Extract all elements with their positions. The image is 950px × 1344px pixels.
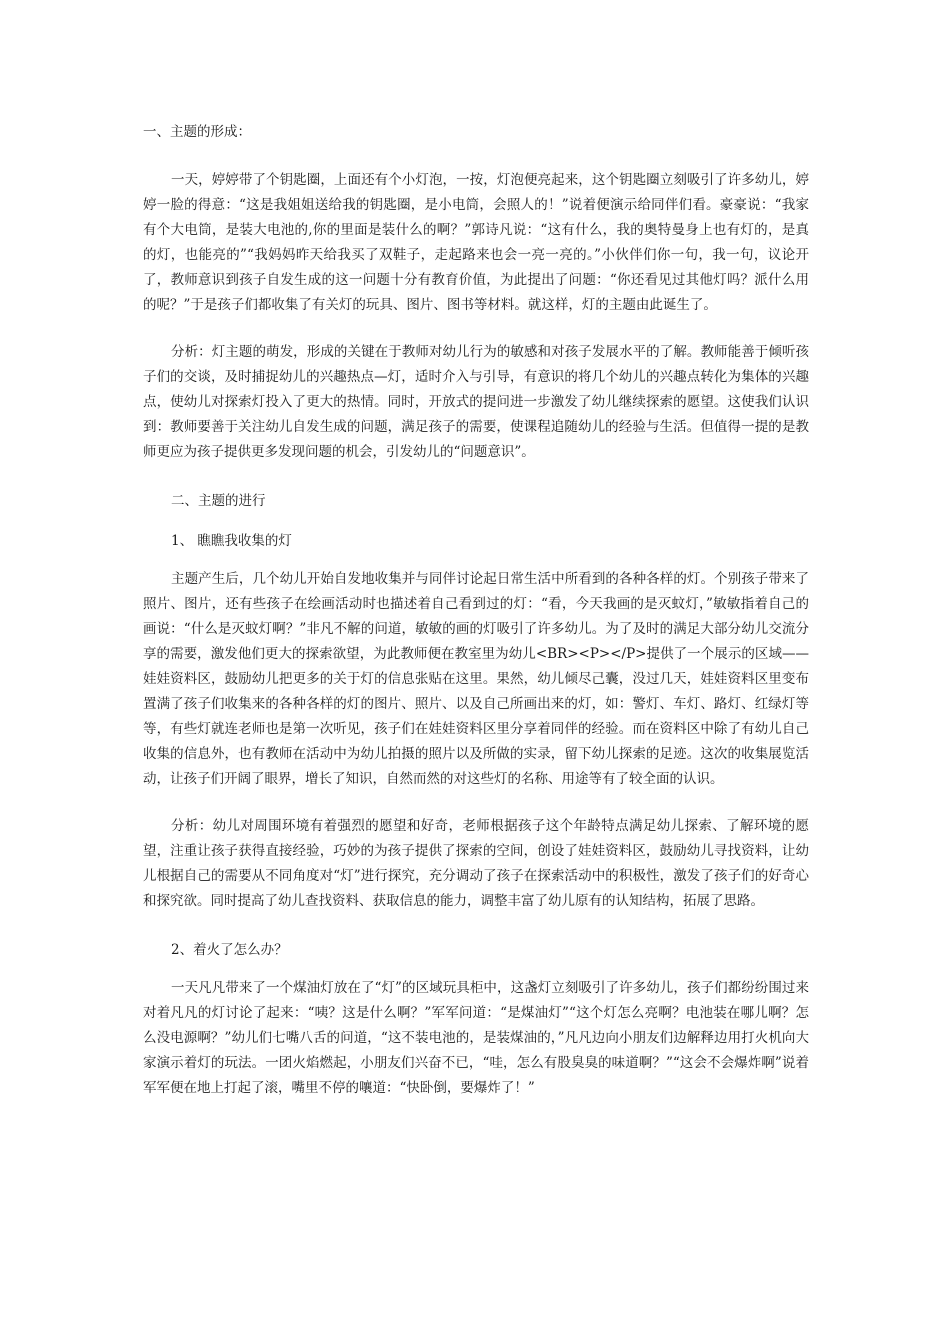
section-heading-progress: 二、主题的进行 — [171, 493, 266, 509]
paragraph-analysis-formation: 分析：灯主题的萌发，形成的关键在于教师对幼儿行为的敏感和对孩子发展水平的了解。教师能善于倾听孩子们的交谈，及时捕捉幼儿的兴趣热点—灯，适时介入与引导，有意识的将几个幼儿的兴趣点转化为集体的兴趣点，使幼儿对探索灯投入了更大的热情。同时，开放式的提问进一步激发了幼儿继续探索的愿望。这使我们认识到：教师要善于关注幼儿自发生成的问题，满足孩子的需要，使课程追随幼儿的经验与生活。但值得一提的是教师更应为孩子提供更多发现问题的机会，引发幼儿的“问题意识”。 — [143, 344, 809, 460]
subsection-heading-fire: 2、着火了怎么办？ — [171, 942, 288, 958]
subsection-heading-collected-lights: 1、 瞧瞧我收集的灯 — [171, 533, 292, 549]
document-page — [143, 118, 809, 1101]
paragraph-oil-lamp-story: 一天凡凡带来了一个煤油灯放在了“灯”的区域玩具柜中，这盏灯立刻吸引了许多幼儿，孩子们都纷纷围过来对着凡凡的灯讨论了起来：“咦？这是什么啊？”军军问道：“是煤油灯”“这个灯怎么亮啊？电池装在哪儿啊？怎么没电源啊？”幼儿们七嘴八舌的问道，“这不装电池的，是装煤油的，”凡凡边向小朋友们边解释边用打火机向大家演示着灯的玩法。一团火焰燃起，小朋友们兴奋不已，“哇，怎么有股臭臭的味道啊？”“这会不会爆炸啊”说着军军便在地上打起了滚，嘴里不停的嚷道：“快卧倒，要爆炸了！” — [143, 980, 809, 1096]
paragraph-analysis-collection: 分析：幼儿对周围环境有着强烈的愿望和好奇，老师根据孩子这个年龄特点满足幼儿探索、了解环境的愿望，注重让孩子获得直接经验，巧妙的为孩子提供了探索的空间，创设了娃娃资料区，鼓励幼儿寻找资料，让幼儿根据自己的需要从不同角度对“灯”进行探究，充分调动了孩子在探索活动中的积极性，激发了孩子们的好奇心和探究欲。同时提高了幼儿查找资料、获取信息的能力，调整丰富了幼儿原有的认知结构，拓展了思路。 — [143, 818, 809, 909]
section-heading-formation: 一、主题的形成： — [143, 124, 251, 140]
paragraph-collection-activity: 主题产生后，几个幼儿开始自发地收集并与同伴讨论起日常生活中所看到的各种各样的灯。个别孩子带来了照片、图片，还有些孩子在绘画活动时也描述着自己看到过的灯：“看，今天我画的是灭蚊灯，”敏敏指着自己的画说：“什么是灭蚊灯啊？”非凡不解的问道，敏敏的画的灯吸引了许多幼儿。为了及时的满足大部分幼儿交流分享的需要，激发他们更大的探索欲望，为此教师便在教室里为幼儿<BR><P></P>提供了一个展示的区域——娃娃资料区，鼓励幼儿把更多的关于灯的信息张贴在这里。果然，幼儿倾尽己囊，没过几天，娃娃资料区里变布置满了孩子们收集来的各种各样的灯的图片、照片、以及自己所画出来的灯，如：警灯、车灯、路灯、红绿灯等等，有些灯就连老师也是第一次听见，孩子们在娃娃资料区里分享着同伴的经验。而在资料区中除了有幼儿自己收集的信息外，也有教师在活动中为幼儿拍摄的照片以及所做的实录，留下幼儿探索的足迹。这次的收集展览活动，让孩子们开阔了眼界，增长了知识，自然而然的对这些灯的名称、用途等有了较全面的认识。 — [143, 571, 809, 787]
paragraph-story-keychain: 一天，婷婷带了个钥匙圈，上面还有个小灯泡，一按，灯泡便亮起来，这个钥匙圈立刻吸引了许多幼儿，婷婷一脸的得意：“这是我姐姐送给我的钥匙圈，是小电筒，会照人的！”说着便演示给同伴们看。豪豪说：“我家有个大电筒，是装大电池的,你的里面是装什么的啊？”郭诗凡说：“这有什么，我的奥特曼身上也有灯的，是真的灯，也能亮的”“我妈妈昨天给我买了双鞋子，走起路来也会一亮一亮的。”小伙伴们你一句，我一句，议论开了，教师意识到孩子自发生成的这一问题十分有教育价值，为此提出了问题：“你还看见过其他灯吗？派什么用的呢？”于是孩子们都收集了有关灯的玩具、图片、图书等材料。就这样，灯的主题由此诞生了。 — [143, 172, 809, 313]
